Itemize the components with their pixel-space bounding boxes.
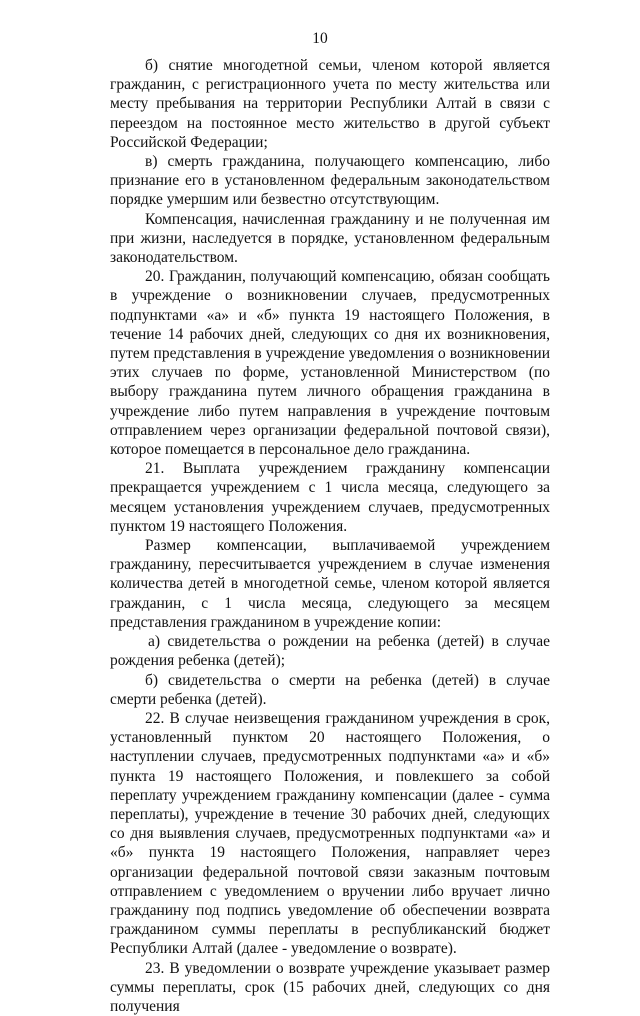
paragraph-recalculation: Размер компенсации, выплачиваемой учреждением гражданину, пересчитывается учреждением в случае изменения количества детей в многодетной семье, членом которой является гражданин, с 1 числа месяца, следующего за месяцем представления гражданином в учреждение копии: <box>110 537 550 631</box>
paragraph-death-certificate: б) свидетельства о смерти на ребенка (детей) в случае смерти ребенка (детей). <box>110 671 550 708</box>
page-number: 10 <box>312 30 328 47</box>
paragraph-termination-b: б) снятие многодетной семьи, членом которой является гражданин, с регистрационного учета по месту жительства или месту пребывания на территории Республики Алтай в связи с переездом на постоянное место жительство в другой субъект Российской Федерации; <box>110 57 550 151</box>
document-body <box>110 56 550 1016</box>
paragraph-inheritance: Компенсация, начисленная гражданину и не полученная им при жизни, наследуется в порядке, установленном федеральным законодательством. <box>110 210 550 267</box>
paragraph-birth-certificate: а) свидетельства о рождении на ребенка (детей) в случае рождения ребенка (детей); <box>110 633 550 670</box>
paragraph-clause-23: 23. В уведомлении о возврате учреждение указывает размер суммы переплаты, срок (15 рабочих дней, следующих со дня получения <box>110 959 550 1015</box>
paragraph-termination-c: в) смерть гражданина, получающего компенсацию, либо признание его в установленном федеральным законодательством порядке умершим или безвестно отсутствующим. <box>110 153 550 209</box>
paragraph-clause-20: 20. Гражданин, получающий компенсацию, обязан сообщать в учреждение о возникновении случаев, предусмотренных подпунктами «а» и «б» пункта 19 настоящего Положения, в течение 14 рабочих дней, следующих со дня их возникновения, путем представления в учреждение уведомления о возникновении этих случаев по форме, установленной Министерством (по выбору гражданина путем личного обращения гражданина в учреждение либо путем направления в учреждение почтовым отправлением через организации федеральной почтовой связи), которое помещается в персональное дело гражданина. <box>110 268 550 459</box>
paragraph-clause-22: 22. В случае неизвещения гражданином учреждения в срок, установленный пунктом 20 настоящего Положения, о наступлении случаев, предусмотренных подпунктами «а» и «б» пункта 19 настоящего Положения, и повлекшего за собой переплату учреждением гражданину компенсации (далее - сумма переплаты), учреждение в течение 30 рабочих дней, следующих со дня выявления случаев, предусмотренных подпунктами «а» и «б» пункта 19 настоящего Положения, направляет через организации федеральной почтовой связи заказным почтовым отправлением с уведомлением о вручении либо вручает лично гражданину под подпись уведомление об обеспечении возврата гражданином суммы переплаты в республиканский бюджет Республики Алтай (далее - уведомление о возврате). <box>110 709 550 958</box>
paragraph-clause-21: 21. Выплата учреждением гражданину компенсации прекращается учреждением с 1 числа месяца, следующего за месяцем установления учреждением случаев, предусмотренных пунктом 19 настоящего Положения. <box>110 460 550 535</box>
